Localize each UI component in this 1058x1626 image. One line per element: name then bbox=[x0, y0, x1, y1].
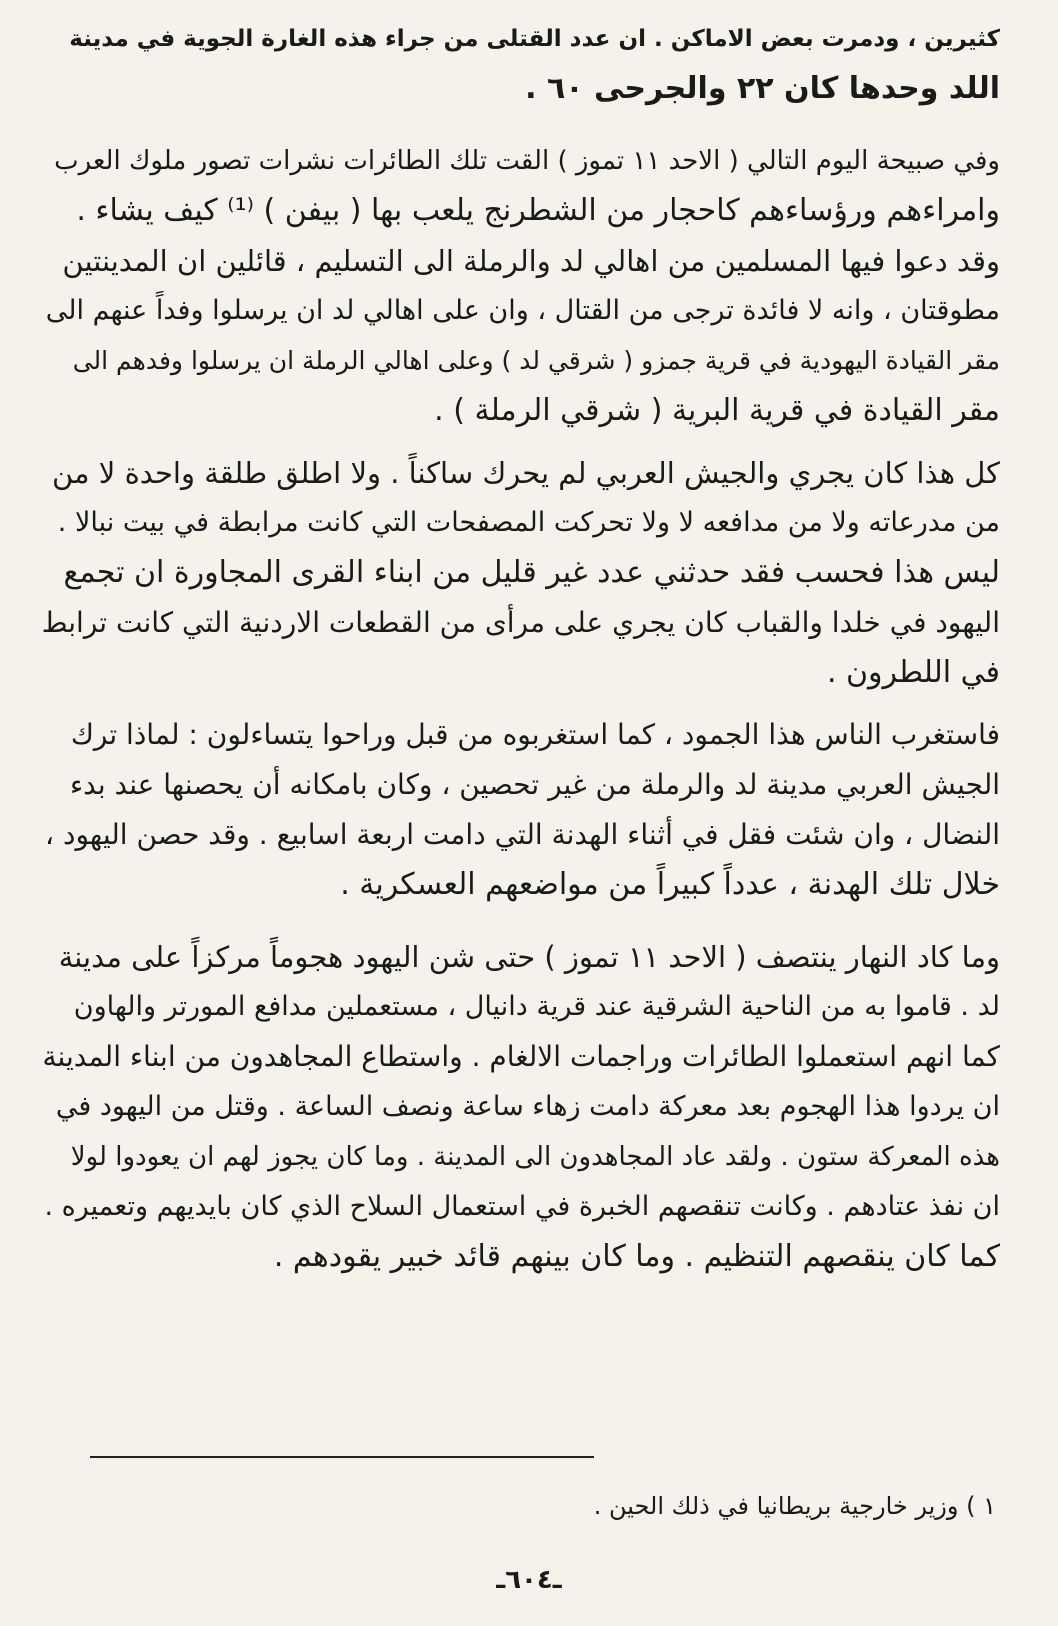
text-line: اليهود في خلدا والقباب كان يجري على مرأى من القطعات الاردنية التي كانت ترابط bbox=[41, 606, 1000, 639]
paragraph-1 bbox=[40, 14, 1000, 114]
text-line: كما كان ينقصهم التنظيم . وما كان بينهم قائد خبير يقودهم . bbox=[273, 1239, 1000, 1274]
text-line: وفي صبيحة اليوم التالي ( الاحد ١١ تموز ) القت تلك الطائرات نشرات تصور ملوك العرب bbox=[54, 146, 1000, 176]
footnote: ١ ) وزير خارجية بريطانيا في ذلك الحين . bbox=[593, 1492, 996, 1520]
paragraph-5 bbox=[40, 932, 1000, 1282]
text-line: الجيش العربي مدينة لد والرملة من غير تحصين ، وكان بامكانه أن يحصنها عند بدء bbox=[69, 768, 1000, 801]
text-line: ليس هذا فحسب فقد حدثني عدد غير قليل من ابناء القرى المجاورة ان تجمع bbox=[63, 555, 1000, 590]
text-line: ان نفذ عتادهم . وكانت تنقصهم الخبرة في استعمال السلاح الذي كان بايديهم وتعميره . bbox=[44, 1191, 1000, 1222]
text-line: وامراءهم ورؤساءهم كاحجار من الشطرنج يلعب بها ( بيفن ) ⁽¹⁾ كيف يشاء . bbox=[76, 193, 1000, 228]
page-number: ـ٦٠٤ـ bbox=[496, 1565, 562, 1595]
text-line: لد . قاموا به من الناحية الشرقية عند قرية دانيال ، مستعملين مدافع المورتر والهاون bbox=[73, 991, 1000, 1022]
text-line: وقد دعوا فيها المسلمين من اهالي لد والرملة الى التسليم ، قائلين ان المدينتين bbox=[62, 244, 1000, 278]
text-line: وما كاد النهار ينتصف ( الاحد ١١ تموز ) حتى شن اليهود هجوماً مركزاً على مدينة bbox=[58, 940, 1000, 974]
paragraph-3 bbox=[40, 448, 1000, 698]
text-line: في اللطرون . bbox=[826, 655, 1000, 690]
text-line: كل هذا كان يجري والجيش العربي لم يحرك ساكناً . ولا اطلق طلقة واحدة لا من bbox=[51, 456, 1000, 490]
text-line: كما انهم استعملوا الطائرات وراجمات الالغام . واستطاع المجاهدون من ابناء المدينة bbox=[42, 1040, 1000, 1073]
text-line: ان يردوا هذا الهجوم بعد معركة دامت زهاء ساعة ونصف الساعة . وقتل من اليهود في bbox=[55, 1091, 1000, 1122]
text-line: من مدرعاته ولا من مدافعه لا ولا تحركت المصفحات التي كانت مرابطة في بيت نبالا . bbox=[57, 507, 1000, 538]
text-line: فاستغرب الناس هذا الجمود ، كما استغربوه من قبل وراحوا يتساءلون : لماذا ترك bbox=[70, 718, 1000, 751]
footnote-divider bbox=[90, 1456, 594, 1458]
text-line: النضال ، وان شئت فقل في أثناء الهدنة التي دامت اربعة اسابيع . وقد حصن اليهود ، bbox=[45, 818, 1000, 851]
text-line: كثيرين ، ودمرت بعض الاماكن . ان عدد القتلى من جراء هذه الغارة الجوية في مدينة bbox=[69, 26, 1000, 52]
paragraph-4 bbox=[40, 710, 1000, 910]
text-line: خلال تلك الهدنة ، عدداً كبيراً من مواضعهم العسكرية . bbox=[340, 867, 1000, 902]
text-line: هذه المعركة ستون . ولقد عاد المجاهدون الى المدينة . وما كان يجوز لهم ان يعودوا لولا bbox=[70, 1142, 1000, 1172]
paragraph-2 bbox=[40, 136, 1000, 436]
text-line: مقر القيادة في قرية البرية ( شرقي الرملة ) . bbox=[434, 393, 1000, 428]
text-line: مقر القيادة اليهودية في قرية جمزو ( شرقي لد ) وعلى اهالي الرملة ان يرسلوا وفدهم الى bbox=[72, 346, 1000, 375]
text-line: مطوقتان ، وانه لا فائدة ترجى من القتال ، وان على اهالي لد ان يرسلوا وفداً عنهم الى bbox=[45, 295, 1000, 326]
text-line: اللد وحدها كان ٢٢ والجرحى ٦٠ . bbox=[525, 71, 1000, 106]
